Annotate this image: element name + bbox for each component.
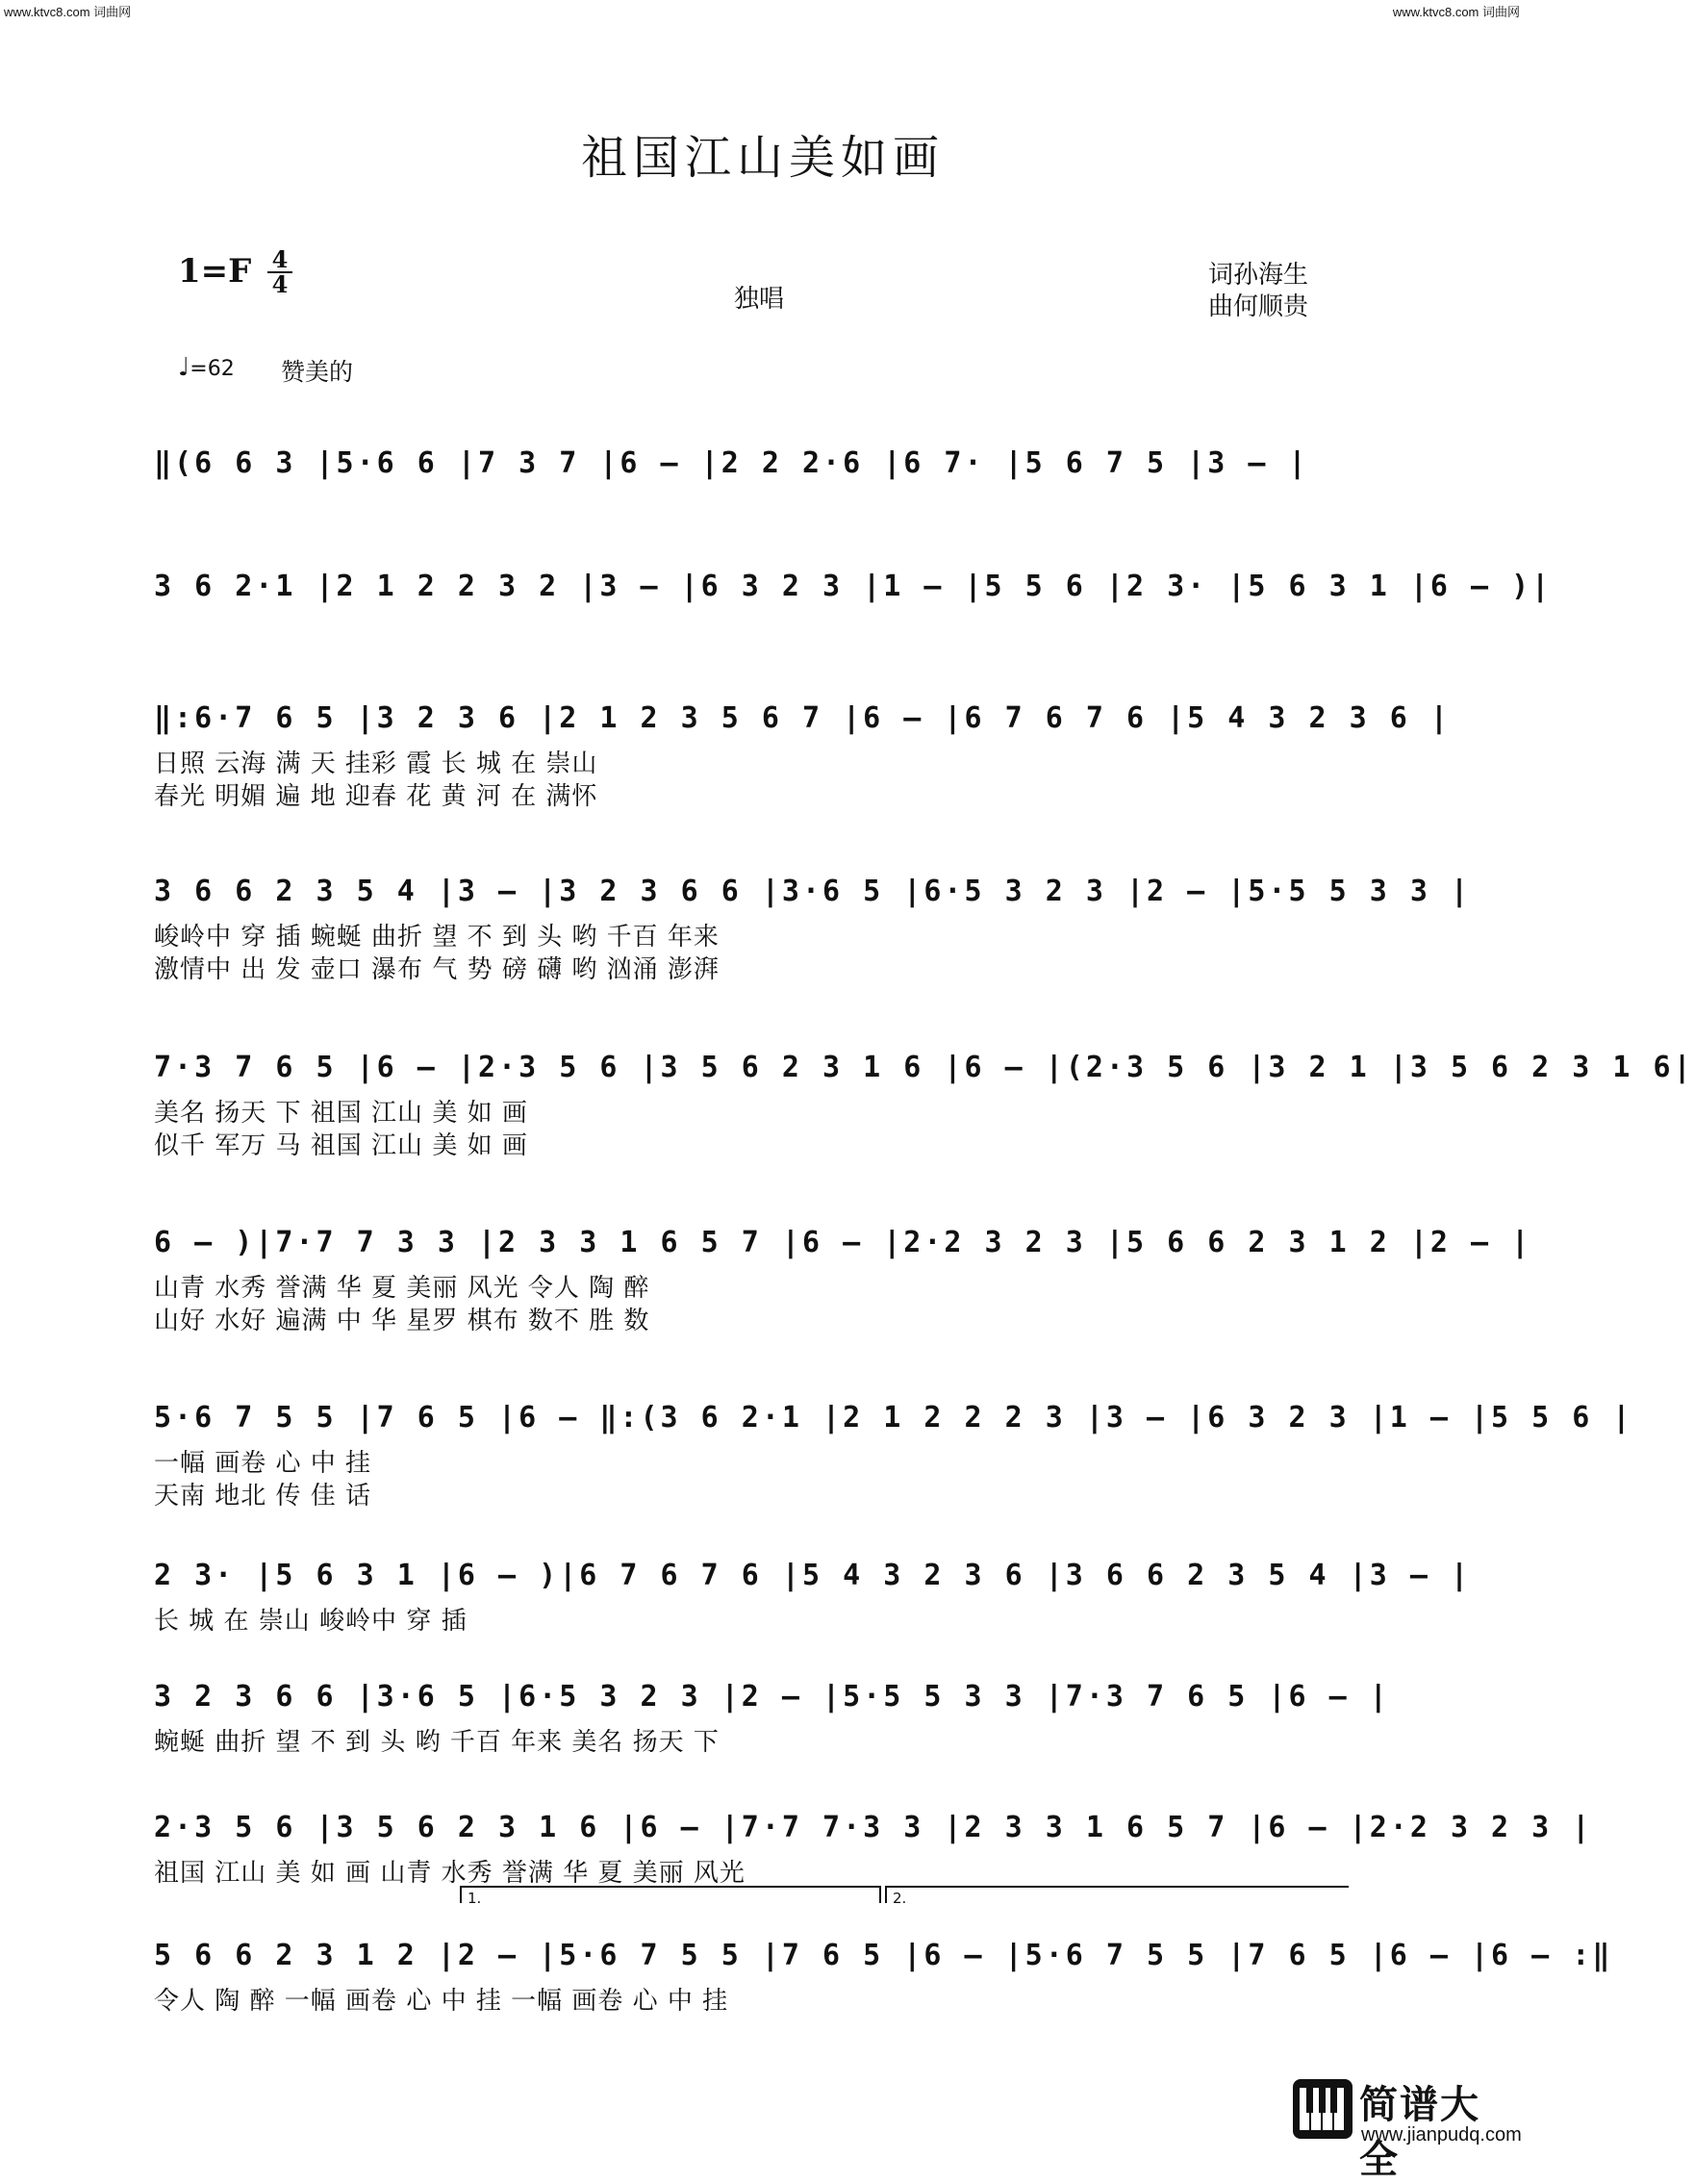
score-system (154, 1799, 1593, 1890)
lyric-verse-2: 山好 水好 遍满 中 华 星罗 棋布 数不 胜 数 (154, 1307, 650, 1335)
composer: 曲何顺贵 (1208, 292, 1309, 321)
logo-url: www.jianpudq.com (1361, 2124, 1522, 2146)
notation-line: 3 6 2·1 |2 1 2 2 3 2 |3 – |6 3 2 3 |1 – |5 5 6 |2 3· |5 6 3 1 |6 – )| (154, 570, 1553, 603)
lyric-verse-2: 天南 地北 传 佳 话 (154, 1482, 372, 1511)
lyric-verse-1: 美名 扬天 下 祖国 江山 美 如 画 (154, 1099, 528, 1128)
notation-line: 2·3 5 6 |3 5 6 2 3 1 6 |6 – |7·7 7·3 3 |2 3 3 1 6 5 7 |6 – |2·2 3 2 3 | (154, 1811, 1593, 1844)
lyric-line: 祖国 江山 美 如 画 山青 水秀 誉满 华 夏 美丽 风光 (154, 1859, 746, 1888)
lyric-verse-1: 山青 水秀 誉满 华 夏 美丽 风光 令人 陶 醉 (154, 1274, 650, 1303)
notation-line: ‖:6·7 6 5 |3 2 3 6 |2 1 2 3 5 6 7 |6 – |6 7 6 7 6 |5 4 3 2 3 6 | (154, 701, 1451, 735)
score-system (154, 1668, 1390, 1759)
key-signature: 1=F (178, 252, 252, 291)
logo-name: 简谱大全 (1359, 2083, 1480, 2182)
score-system (154, 1927, 1613, 2018)
piano-icon (1292, 2078, 1353, 2140)
score-system (154, 1389, 1633, 1512)
second-ending-bracket (885, 1886, 1349, 1907)
quarter-note-icon: ♩ (178, 353, 190, 382)
notation-line: 3 6 6 2 3 5 4 |3 – |3 2 3 6 6 |3·6 5 |6·5 3 2 3 |2 – |5·5 5 3 3 | (154, 875, 1471, 908)
lyric-line: 蜿蜒 曲折 望 不 到 头 哟 千百 年来 美名 扬天 下 (154, 1728, 720, 1757)
time-signature (267, 245, 292, 298)
notation-line: 3 2 3 6 6 |3·6 5 |6·5 3 2 3 |2 – |5·5 5 3 3 |7·3 7 6 5 |6 – | (154, 1680, 1390, 1714)
credits (1208, 260, 1308, 323)
score-system (154, 690, 1451, 813)
watermark-left: www.ktvc8.com 词曲网 (4, 5, 132, 19)
second-ending-label: 2. (893, 1890, 907, 1907)
notation-line: 6 – )|7·7 7 3 3 |2 3 3 1 6 5 7 |6 – |2·2 3 2 3 |5 6 6 2 3 1 2 |2 – | (154, 1226, 1532, 1259)
lyric-verse-2: 激情中 出 发 壶口 瀑布 气 势 磅 礴 哟 汹涌 澎湃 (154, 955, 720, 984)
score-system (154, 1214, 1532, 1337)
site-logo[interactable] (1292, 2074, 1522, 2182)
first-ending-label: 1. (468, 1890, 482, 1907)
time-numerator: 4 (267, 248, 292, 273)
lyric-line: 长 城 在 崇山 峻岭中 穿 插 (154, 1607, 468, 1636)
notation-line: ‖(6 6 3 |5·6 6 |7 3 7 |6 – |2 2 2·6 |6 7· |5 6 7 5 |3 – | (154, 446, 1309, 480)
lyric-verse-1: 日照 云海 满 天 挂彩 霞 长 城 在 崇山 (154, 749, 598, 778)
performance-type: 独唱 (734, 285, 785, 314)
lyric-line: 令人 陶 醉 一幅 画卷 心 中 挂 一幅 画卷 心 中 挂 (154, 1987, 729, 2016)
notation-line: 2 3· |5 6 3 1 |6 – )|6 7 6 7 6 |5 4 3 2 3 6 |3 6 6 2 3 5 4 |3 – | (154, 1559, 1471, 1592)
score-system (154, 863, 1471, 986)
tempo-value: =62 (190, 357, 235, 381)
lyricist: 词孙海生 (1208, 261, 1309, 290)
score-system (154, 1547, 1471, 1638)
notation-line: 7·3 7 6 5 |6 – |2·3 5 6 |3 5 6 2 3 1 6 |6 – |(2·3 5 6 |3 2 1 |3 5 6 2 3 1 6| (154, 1051, 1694, 1084)
notation-line: 5 6 6 2 3 1 2 |2 – |5·6 7 5 5 |7 6 5 |6 – |5·6 7 5 5 |7 6 5 |6 – |6 – :‖ (154, 1939, 1613, 1972)
notation-line: 5·6 7 5 5 |7 6 5 |6 – ‖:(3 6 2·1 |2 1 2 2 2 3 |3 – |6 3 2 3 |1 – |5 5 6 | (154, 1401, 1633, 1435)
lyric-verse-1: 一幅 画卷 心 中 挂 (154, 1449, 372, 1478)
score-system (154, 558, 1553, 616)
expression-marking: 赞美的 (281, 358, 354, 386)
score-system (154, 435, 1376, 493)
time-denominator: 4 (271, 270, 289, 298)
lyric-verse-1: 峻岭中 穿 插 蜿蜒 曲折 望 不 到 头 哟 千百 年来 (154, 923, 720, 952)
lyric-verse-2: 春光 明媚 遍 地 迎春 花 黄 河 在 满怀 (154, 782, 598, 811)
lyric-verse-2: 似千 军万 马 祖国 江山 美 如 画 (154, 1131, 528, 1160)
watermark-right: www.ktvc8.com 词曲网 (1392, 5, 1520, 19)
first-ending-bracket (460, 1886, 881, 1907)
song-title: 祖国江山美如画 (580, 131, 945, 185)
tempo-marking (178, 353, 235, 382)
score-system (154, 1039, 1694, 1162)
